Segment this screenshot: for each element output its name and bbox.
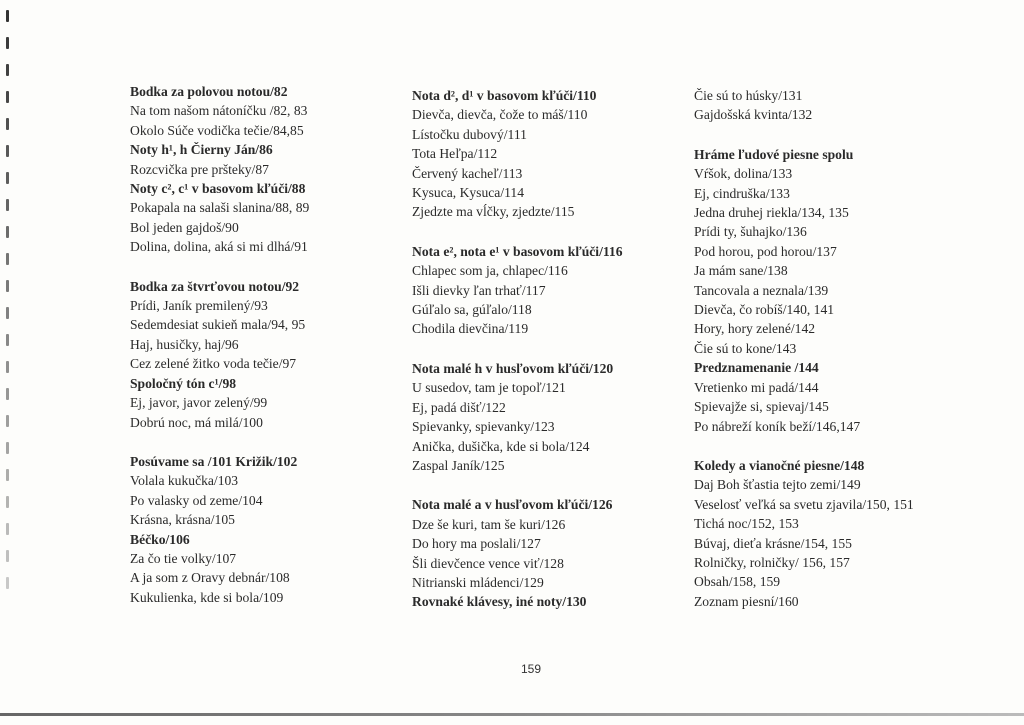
- toc-section-heading: Nota malé a v husľovom kľúči/126: [412, 497, 613, 513]
- toc-section-heading: Noty c², c¹ v basovom kľúči/88: [130, 181, 306, 197]
- toc-entry: Spievajže si, spievaj/145: [694, 399, 829, 415]
- toc-entry: Spievanky, spievanky/123: [412, 419, 555, 435]
- toc-section-heading: Spoločný tón c¹/98: [130, 375, 237, 391]
- toc-entry: Išli dievky ľan trhať/117: [412, 282, 546, 298]
- toc-column-1: [130, 82, 390, 607]
- binding-mark: [6, 118, 9, 130]
- binding-mark: [6, 496, 9, 508]
- toc-entry: Ej, cindruška/133: [694, 185, 790, 201]
- toc-entry: Okolo Súče vodička tečie/84,85: [130, 122, 304, 138]
- toc-entry: Ej, padá dišť/122: [412, 399, 506, 415]
- section-gap: [130, 432, 390, 452]
- binding-mark: [6, 469, 9, 481]
- toc-entry: Anička, dušička, kde si bola/124: [412, 438, 590, 454]
- binding-mark: [6, 280, 9, 292]
- toc-section-heading: Nota e², nota e¹ v basovom kľúči/116: [412, 243, 623, 259]
- toc-entry: Kysuca, Kysuca/114: [412, 185, 524, 201]
- binding-mark: [6, 226, 9, 238]
- toc-section-heading: Koledy a vianočné piesne/148: [694, 457, 865, 473]
- section-gap: [694, 125, 994, 145]
- page-number: 159: [520, 662, 542, 676]
- spiral-binding: [6, 10, 12, 610]
- toc-entry: Chlapec som ja, chlapec/116: [412, 263, 568, 279]
- toc-entry: Prídi, Janík premilený/93: [130, 298, 268, 314]
- toc-entry: Dze še kuri, tam še kuri/126: [412, 516, 566, 532]
- toc-entry: Dievča, dievča, čože to máš/110: [412, 107, 588, 123]
- toc-entry: Gajdošská kvinta/132: [694, 107, 813, 123]
- toc-entry: Do hory ma poslali/127: [412, 536, 541, 552]
- toc-entry: Krásna, krásna/105: [130, 512, 235, 528]
- toc-entry: Po nábreží koník beží/146,147: [694, 418, 861, 434]
- bottom-rule: [0, 713, 1024, 716]
- binding-mark: [6, 145, 9, 157]
- toc-entry: Tichá noc/152, 153: [694, 516, 799, 532]
- toc-entry: Jedna druhej riekla/134, 135: [694, 205, 849, 221]
- toc-entry: Chodila dievčina/119: [412, 321, 529, 337]
- toc-entry: Pokapala na salaši slanina/88, 89: [130, 200, 310, 216]
- toc-entry: Zjedzte ma vĺčky, zjedzte/115: [412, 204, 575, 220]
- binding-mark: [6, 523, 9, 535]
- binding-mark: [6, 361, 9, 373]
- toc-entry: Bol jeden gajdoš/90: [130, 219, 239, 235]
- toc-entry: Dievča, čo robíš/140, 141: [694, 302, 835, 318]
- toc-entry: Haj, husičky, haj/96: [130, 336, 239, 352]
- toc-entry: Šli dievčence vence viť/128: [412, 555, 564, 571]
- toc-column-3: [694, 86, 994, 611]
- toc-section-heading: Posúvame sa /101 Križik/102: [130, 453, 298, 469]
- binding-mark: [6, 199, 9, 211]
- toc-entry: Obsah/158, 159: [694, 574, 781, 590]
- binding-mark: [6, 37, 9, 49]
- binding-mark: [6, 91, 9, 103]
- toc-entry: Dobrú noc, má milá/100: [130, 414, 263, 430]
- toc-section-heading: Nota d², d¹ v basovom kľúči/110: [412, 88, 597, 103]
- binding-mark: [6, 577, 9, 589]
- binding-mark: [6, 172, 9, 184]
- binding-mark: [6, 64, 9, 76]
- toc-entry: Lístočku dubový/111: [412, 126, 527, 142]
- toc-entry: Za čo tie volky/107: [130, 550, 237, 566]
- toc-column-2: [412, 86, 682, 612]
- toc-entry: Búvaj, dieťa krásne/154, 155: [694, 535, 852, 551]
- toc-entry: Ej, javor, javor zelený/99: [130, 395, 268, 411]
- toc-entry: Rolničky, rolničky/ 156, 157: [694, 554, 850, 570]
- toc-entry: Cez zelené žitko voda tečie/97: [130, 356, 297, 372]
- toc-section-heading: Noty h¹, h Čierny Ján/86: [130, 142, 273, 158]
- binding-mark: [6, 334, 9, 346]
- toc-entry: Daj Boh šťastia tejto zemi/149: [694, 477, 861, 493]
- section-gap: [412, 475, 682, 495]
- toc-entry: Po valasky od zeme/104: [130, 492, 263, 508]
- toc-entry: Tancovala a neznala/139: [694, 282, 829, 298]
- binding-mark: [6, 388, 9, 400]
- toc-entry: A ja som z Oravy debnár/108: [130, 570, 290, 586]
- section-gap: [412, 222, 682, 242]
- toc-entry: Hory, hory zelené/142: [694, 321, 816, 337]
- toc-entry: Vretienko mi padá/144: [694, 379, 819, 395]
- toc-entry: Gúľalo sa, gúľalo/118: [412, 302, 532, 318]
- toc-entry: Vŕšok, dolina/133: [694, 166, 793, 182]
- toc-entry: Zaspal Janík/125: [412, 457, 505, 473]
- section-gap: [694, 436, 994, 456]
- toc-entry: Zoznam piesní/160: [694, 593, 799, 609]
- toc-section-heading: Hráme ľudové piesne spolu: [694, 146, 854, 162]
- section-gap: [412, 339, 682, 359]
- toc-entry: Na tom našom nátoníčku /82, 83: [130, 103, 308, 119]
- toc-entry: Čie sú to kone/143: [694, 340, 797, 356]
- toc-entry: Pod horou, pod horou/137: [694, 243, 837, 259]
- toc-entry: Sedemdesiat sukieň mala/94, 95: [130, 317, 306, 333]
- toc-entry: U susedov, tam je topoľ/121: [412, 380, 566, 396]
- toc-entry: Prídi ty, šuhajko/136: [694, 224, 807, 240]
- toc-entry: Rozcvička pre pršteky/87: [130, 161, 269, 177]
- toc-section-heading: Nota malé h v husľovom kľúči/120: [412, 360, 614, 376]
- toc-section-heading: Bodka za štvrťovou notou/92: [130, 278, 300, 294]
- toc-entry: Červený kacheľ/113: [412, 165, 523, 181]
- toc-entry: Dolina, dolina, aká si mi dlhá/91: [130, 239, 308, 255]
- binding-mark: [6, 253, 9, 265]
- binding-mark: [6, 415, 9, 427]
- toc-entry: Ja mám sane/138: [694, 263, 788, 279]
- toc-entry: Nitrianski mládenci/129: [412, 574, 544, 590]
- binding-mark: [6, 10, 9, 22]
- section-gap: [130, 257, 390, 277]
- toc-section-heading: Rovnaké klávesy, iné noty/130: [412, 594, 587, 610]
- binding-mark: [6, 550, 9, 562]
- toc-section-heading: Béčko/106: [130, 531, 190, 547]
- toc-section-heading: Predznamenanie /144: [694, 360, 819, 376]
- binding-mark: [6, 307, 9, 319]
- toc-entry: Volala kukučka/103: [130, 473, 239, 489]
- toc-entry: Veselosť veľká sa svetu zjavila/150, 151: [694, 496, 914, 512]
- binding-mark: [6, 442, 9, 454]
- toc-entry: Tota Heľpa/112: [412, 146, 498, 162]
- toc-section-heading: Bodka za polovou notou/82: [130, 84, 288, 99]
- toc-entry: Kukulienka, kde si bola/109: [130, 589, 284, 605]
- toc-entry: Čie sú to húsky/131: [694, 88, 803, 103]
